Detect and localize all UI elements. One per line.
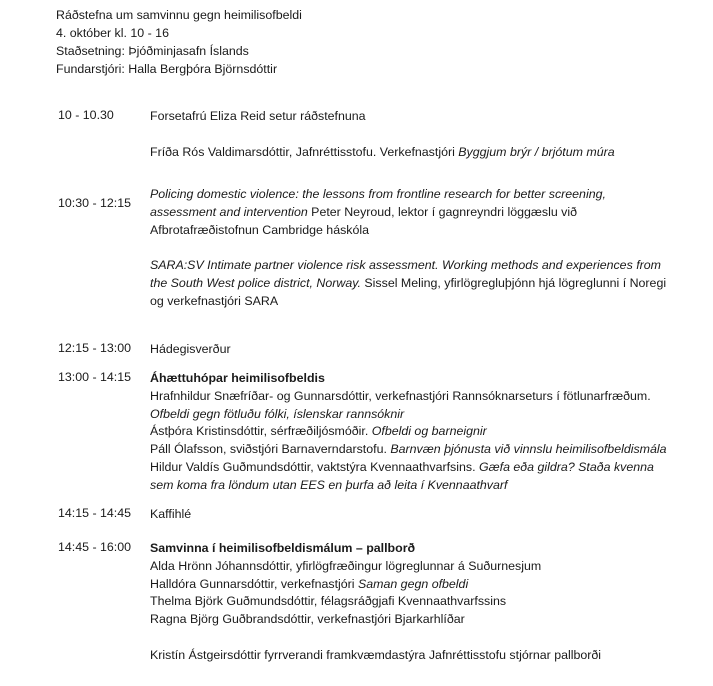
schedule-line (150, 593, 601, 611)
line-text: Sissel Meling, yfirlögregluþjónn hjá lögreglunni í Noregi (360, 276, 667, 291)
schedule-line (150, 222, 666, 240)
schedule-content (150, 341, 231, 359)
line-text: Ofbeldi og barneignir (371, 424, 487, 439)
conference-location: Staðsetning: Þjóðminjasafn Íslands (56, 44, 249, 58)
line-text: Ofbeldi gegn fötluðu fólki, íslenskar rannsóknir (150, 406, 405, 421)
schedule-time: 14:45 - 16:00 (58, 540, 132, 554)
schedule-time: 14:15 - 14:45 (58, 506, 132, 520)
line-text: Barnvæn þjónusta við vinnslu heimilisofbeldismála (390, 442, 667, 457)
line-text: og verkefnastjóri SARA (150, 293, 279, 308)
schedule-line (150, 558, 601, 576)
line-text: Hádegisverður (150, 342, 231, 356)
schedule-line (150, 576, 601, 594)
line-text: Hildur Valdís Guðmundsdóttir, vaktstýra Kvennaathvarfsins. (150, 459, 479, 474)
schedule-line (150, 477, 667, 495)
line-text: Halldóra Gunnarsdóttir, verkefnastjóri (150, 576, 358, 591)
line-text: Afbrotafræðistofnun Cambridge háskóla (150, 222, 370, 237)
schedule-line (150, 423, 667, 441)
line-text: Ragna Björg Guðbrandsdóttir, verkefnastjóri Bjarkarhlíðar (150, 612, 465, 627)
schedule-line (150, 506, 191, 524)
schedule-line (150, 204, 666, 222)
schedule-content (150, 506, 191, 524)
line-text: the South West police district, Norway. (150, 276, 361, 291)
schedule-line (150, 441, 667, 459)
line-text: Páll Ólafsson, sviðstjóri Barnaverndarstofu. (150, 442, 391, 457)
line-text: assessment and intervention (150, 204, 308, 219)
schedule-time: 10 - 10.30 (58, 108, 114, 122)
schedule-line (150, 341, 231, 359)
schedule-time: 12:15 - 13:00 (58, 341, 132, 355)
schedule-content (150, 186, 666, 311)
schedule-content (150, 370, 667, 495)
schedule-line (150, 647, 601, 665)
line-text: Kristín Ástgeirsdóttir fyrrverandi framkvæmdastýra Jafnréttisstofu stjórnar pallborði (150, 647, 602, 662)
line-text: sem koma fra löndum utan EES en þurfa að leita í Kvennaathvarf (150, 477, 508, 492)
schedule-line (150, 611, 601, 629)
line-text: Forsetafrú Eliza Reid setur ráðstefnuna (150, 109, 366, 123)
schedule-line (150, 406, 667, 424)
line-text: SARA:SV Intimate partner violence risk assessment. Working methods and experiences from (150, 258, 661, 273)
line-text: Saman gegn ofbeldi (357, 576, 469, 591)
schedule-line (150, 186, 666, 204)
schedule-line (150, 540, 601, 558)
conference-title: Ráðstefna um samvinnu gegn heimilisofbeldi (56, 8, 302, 22)
schedule-line (150, 388, 667, 406)
line-text: Fríða Rós Valdimarsdóttir, Jafnréttisstofu. Verkefnastjóri (150, 144, 459, 159)
schedule-line (150, 293, 666, 311)
line-text: Peter Neyroud, lektor í gagnreyndri löggæslu við (307, 204, 578, 219)
schedule-line (150, 257, 666, 275)
schedule-content (150, 540, 601, 665)
schedule-line (150, 459, 667, 477)
line-text: Samvinna í heimilisofbeldismálum – pallborð (150, 541, 416, 555)
schedule-time: 13:00 - 14:15 (58, 370, 132, 384)
line-text: Byggjum brýr / brjótum múra (458, 144, 615, 159)
line-text: Ástþóra Kristinsdóttir, sérfræðiljósmóðir. (150, 424, 372, 439)
conference-date: 4. október kl. 10 - 16 (56, 26, 169, 40)
conference-chair: Fundarstjóri: Halla Bergþóra Björnsdóttir (56, 62, 278, 76)
schedule-content (150, 108, 615, 162)
schedule-time: 10:30 - 12:15 (58, 196, 132, 210)
schedule-line (150, 144, 615, 162)
line-text: Thelma Björk Guðmundsdóttir, félagsráðgjafi Kvennaathvarfssins (150, 594, 507, 609)
schedule-line (150, 275, 666, 293)
line-text: Gæfa eða gildra? Staða kvenna (478, 459, 654, 474)
schedule-line (150, 108, 615, 126)
line-text: Hrafnhildur Snæfríðar- og Gunnarsdóttir, verkefnastjóri Rannsóknarseturs í fötlunarfræðum. (150, 388, 651, 403)
line-text: Kaffihlé (150, 507, 192, 521)
document-header (56, 6, 302, 78)
line-text: Áhættuhópar heimilisofbeldis (150, 371, 325, 385)
schedule-line (150, 370, 667, 388)
line-text: Alda Hrönn Jóhannsdóttir, yfirlögfræðingur lögreglunnar á Suðurnesjum (150, 558, 542, 573)
line-text: Policing domestic violence: the lessons from frontline research for better screening, (150, 187, 606, 201)
